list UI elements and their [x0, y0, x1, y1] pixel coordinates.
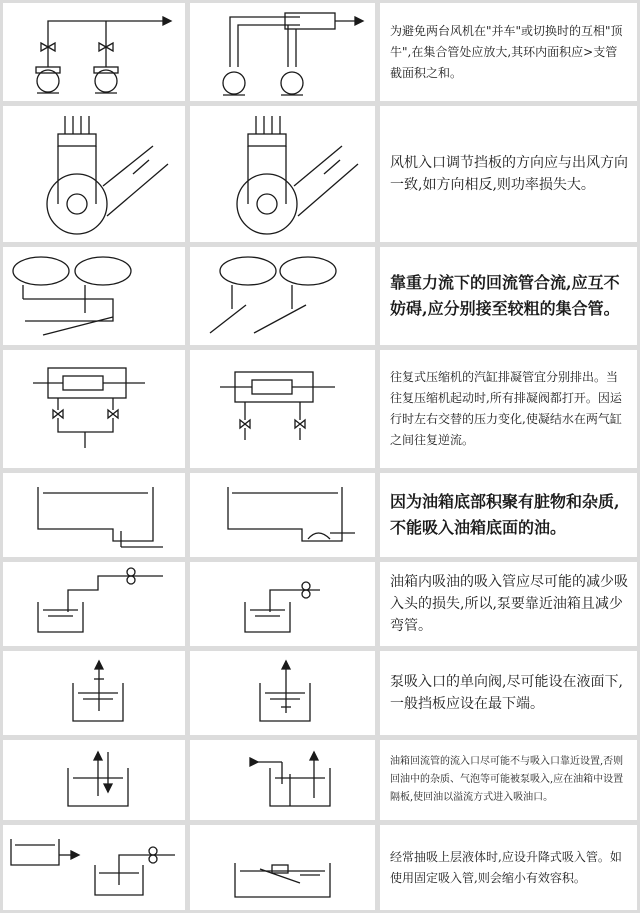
explanation-cell [380, 106, 637, 242]
explanation-cell [380, 825, 637, 910]
wrong-example-cell [3, 247, 185, 345]
table-row [0, 473, 640, 557]
compressor-wrong-diagram [3, 350, 185, 468]
correct-example-cell [190, 740, 375, 820]
wrong-example-cell [3, 651, 185, 735]
table-row [0, 247, 640, 345]
fan-parallel-correct-diagram [190, 3, 375, 101]
correct-example-cell [190, 651, 375, 735]
table-row [0, 651, 640, 735]
check-valve-wrong-diagram [3, 651, 185, 735]
explanation-cell [380, 562, 637, 646]
explanation-cell [380, 350, 637, 468]
suction-pipe-wrong-diagram [3, 562, 185, 646]
explanation-cell [380, 247, 637, 345]
correct-example-cell [190, 247, 375, 345]
upper-suction-correct-diagram [190, 825, 375, 910]
correct-example-cell [190, 562, 375, 646]
explanation-text: 为避免两台风机在"并车"或切换时的互相"顶牛",在集合管处应放大,其环内面积应>支管截面积之和。 [390, 23, 623, 80]
explanation-text: 泵吸入口的单向阀,尽可能设在液面下,一般挡板应设在最下端。 [390, 674, 623, 712]
table-row [0, 740, 640, 820]
table-row [0, 825, 640, 910]
gravity-return-wrong-diagram [3, 247, 185, 345]
explanation-text: 油箱内吸油的吸入管应尽可能的减少吸入头的损失,所以,泵要靠近油箱且减少弯管。 [390, 574, 628, 634]
oil-tank-wrong-diagram [3, 473, 185, 557]
wrong-example-cell [3, 3, 185, 101]
wrong-example-cell [3, 350, 185, 468]
table-row [0, 350, 640, 468]
explanation-cell [380, 740, 637, 820]
wrong-example-cell [3, 106, 185, 242]
gravity-return-correct-diagram [190, 247, 375, 345]
oil-tank-correct-diagram [190, 473, 375, 557]
table-row [0, 562, 640, 646]
table-row [0, 3, 640, 101]
explanation-text: 风机入口调节挡板的方向应与出风方向一致,如方向相反,则功率损失大。 [390, 155, 628, 193]
correct-example-cell [190, 106, 375, 242]
correct-example-cell [190, 3, 375, 101]
explanation-text: 经常抽吸上层液体时,应设升降式吸入管。如使用固定吸入管,则会缩小有效容积。 [390, 849, 622, 885]
return-pipe-correct-diagram [190, 740, 375, 820]
correct-example-cell [190, 473, 375, 557]
explanation-text: 靠重力流下的回流管合流,应互不妨碍,应分别接至较粗的集合管。 [390, 273, 620, 318]
fan-damper-wrong-diagram [3, 106, 185, 242]
wrong-example-cell [3, 562, 185, 646]
correct-example-cell [190, 350, 375, 468]
explanation-text: 往复式压缩机的汽缸排凝管宜分别排出。当往复压缩机起动时,所有排凝阀都打开。因运行时左右交替的压力变化,使凝结水在两气缸之间往复逆流。 [390, 370, 622, 447]
correct-example-cell [190, 825, 375, 910]
explanation-cell [380, 3, 637, 101]
upper-suction-wrong-diagram [3, 825, 185, 910]
wrong-example-cell [3, 825, 185, 910]
return-pipe-wrong-diagram [3, 740, 185, 820]
fan-parallel-wrong-diagram [3, 3, 185, 101]
fan-damper-correct-diagram [190, 106, 375, 242]
suction-pipe-correct-diagram [190, 562, 375, 646]
explanation-text: 因为油箱底部积聚有脏物和杂质,不能吸入油箱底面的油。 [390, 492, 620, 537]
explanation-text: 油箱回流管的流入口尽可能不与吸入口靠近设置,否则回油中的杂质、气泡等可能被泵吸入,应在油箱中设置隔板,使回油以溢流方式进入吸油口。 [390, 756, 624, 803]
check-valve-correct-diagram [190, 651, 375, 735]
table-row [0, 106, 640, 242]
wrong-example-cell [3, 740, 185, 820]
compressor-correct-diagram [190, 350, 375, 468]
explanation-cell [380, 473, 637, 557]
explanation-cell [380, 651, 637, 735]
wrong-example-cell [3, 473, 185, 557]
